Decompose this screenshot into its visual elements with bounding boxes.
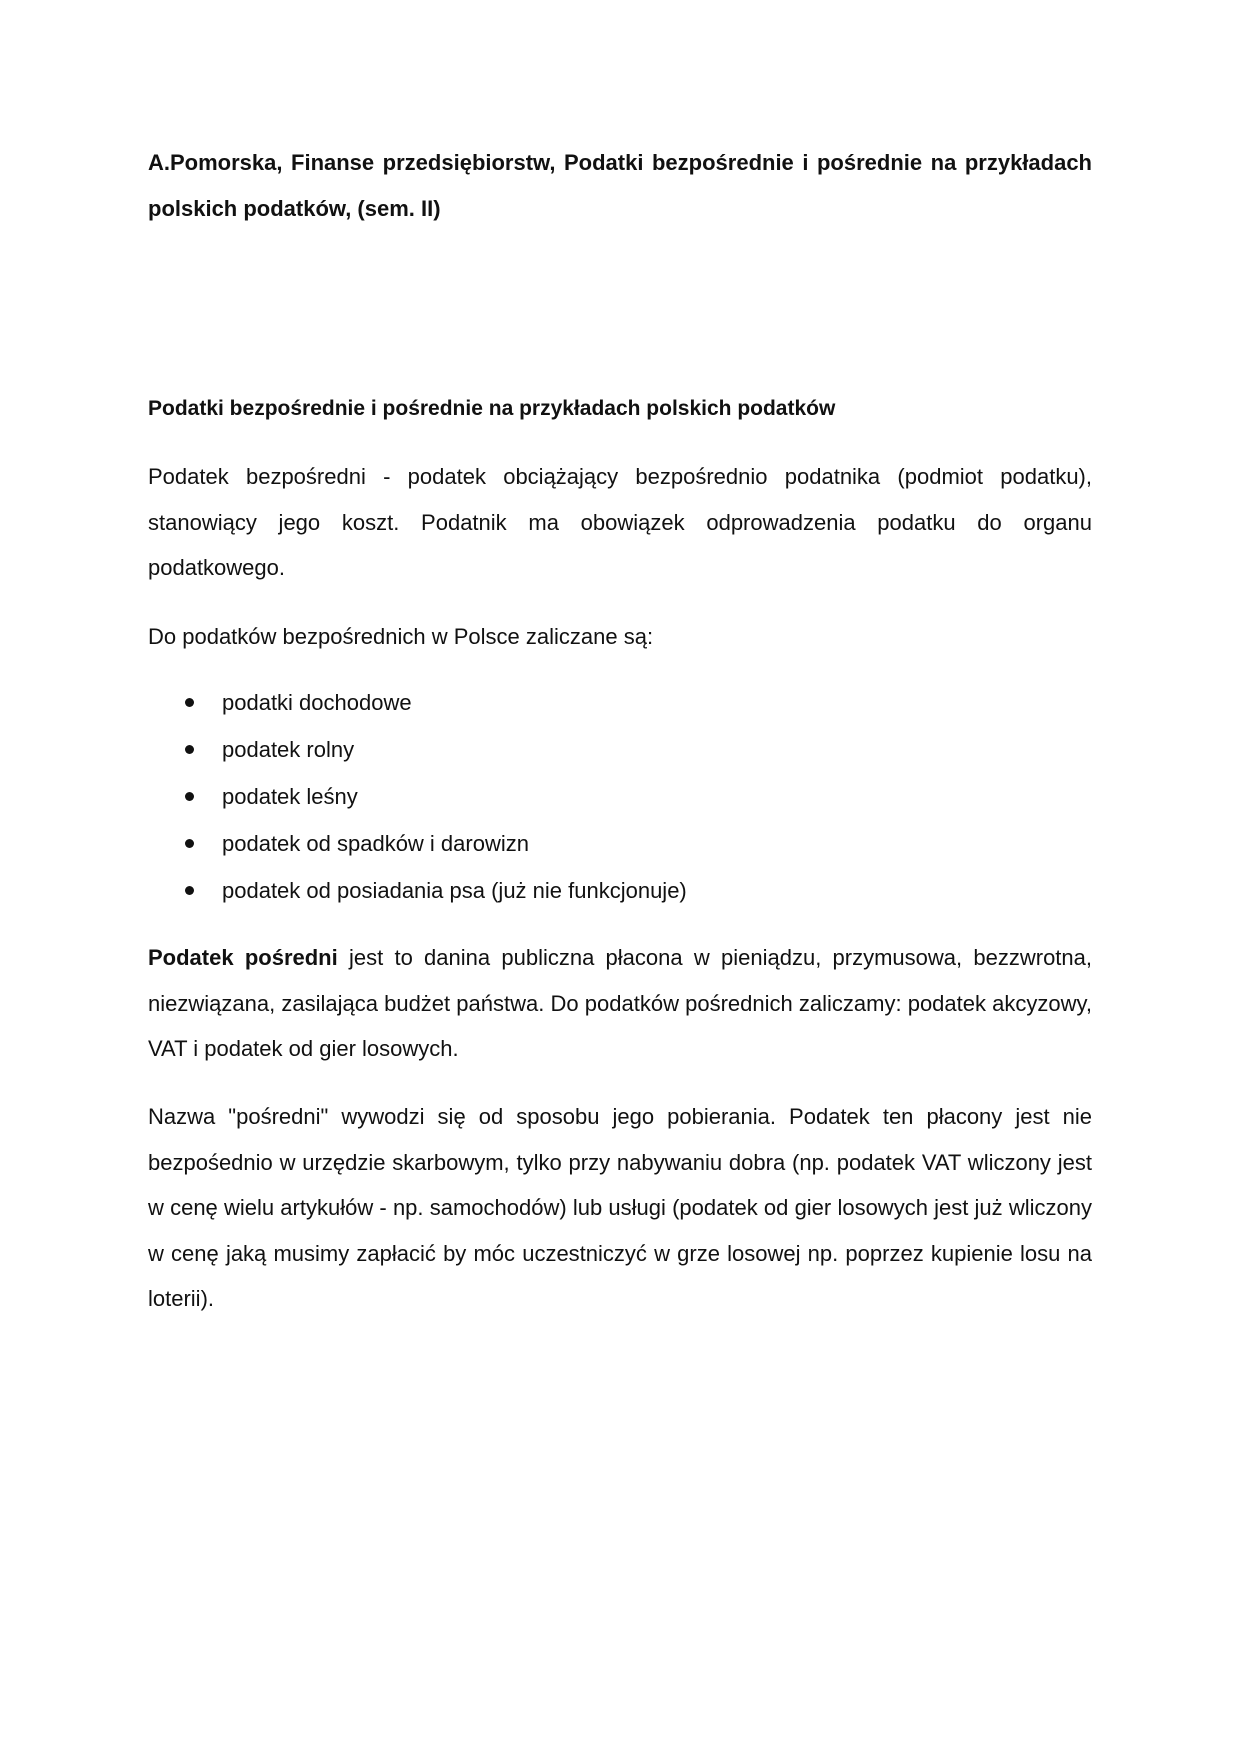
bullet-icon: [185, 886, 194, 895]
list-item-text: podatek leśny: [222, 784, 358, 809]
direct-tax-list: [148, 679, 1092, 914]
list-item-text: podatek rolny: [222, 737, 355, 762]
paragraph-name-origin: Nazwa "pośredni" wywodzi się od sposobu jego pobierania. Podatek ten płacony jest nie bezpośednio w urzędzie skarbowym, tylko przy nabywaniu dobra (np. podatek VAT wliczony jest w cenę wielu artykułów - np. samochodów) lub usługi (podatek od gier losowych jest już wliczony w cenę jaką musimy zapłacić by móc uczestniczyć w grze losowej np. poprzez kupienie losu na loterii).: [148, 1104, 1092, 1311]
document-header: A.Pomorska, Finanse przedsiębiorstw, Podatki bezpośrednie i pośrednie na przykładach polskich podatków, (sem. II): [148, 150, 1092, 221]
document-page: [148, 0, 1092, 1754]
indirect-tax-term: Podatek pośredni: [148, 945, 338, 970]
list-item: [148, 820, 1092, 867]
paragraph-indirect-tax: [148, 935, 1092, 1072]
list-item: [148, 773, 1092, 820]
list-item: [148, 867, 1092, 914]
list-item-text: podatki dochodowe: [222, 690, 412, 715]
list-item-text: podatek od posiadania psa (już nie funkcjonuje): [222, 878, 687, 903]
section-heading: Podatki bezpośrednie i pośrednie na przykładach polskich podatków: [148, 397, 836, 420]
bullet-icon: [185, 839, 194, 848]
paragraph-direct-tax: Podatek bezpośredni - podatek obciążający bezpośrednio podatnika (podmiot podatku), stanowiący jego koszt. Podatnik ma obowiązek odprowadzenia podatku do organu podatkowego.: [148, 464, 1092, 580]
list-item-text: podatek od spadków i darowizn: [222, 831, 529, 856]
bullet-icon: [185, 792, 194, 801]
list-item: [148, 726, 1092, 773]
bullet-icon: [185, 698, 194, 707]
list-intro: Do podatków bezpośrednich w Polsce zaliczane są:: [148, 624, 654, 649]
indirect-tax-definition: jest to danina publiczna płacona w pieniądzu, przymusowa, bezzwrotna, niezwiązana, zasilająca budżet państwa. Do podatków pośrednich zaliczamy: podatek akcyzowy, VAT i podatek od gier losowych.: [148, 945, 1093, 1061]
bullet-icon: [185, 745, 194, 754]
list-item: [148, 679, 1092, 726]
